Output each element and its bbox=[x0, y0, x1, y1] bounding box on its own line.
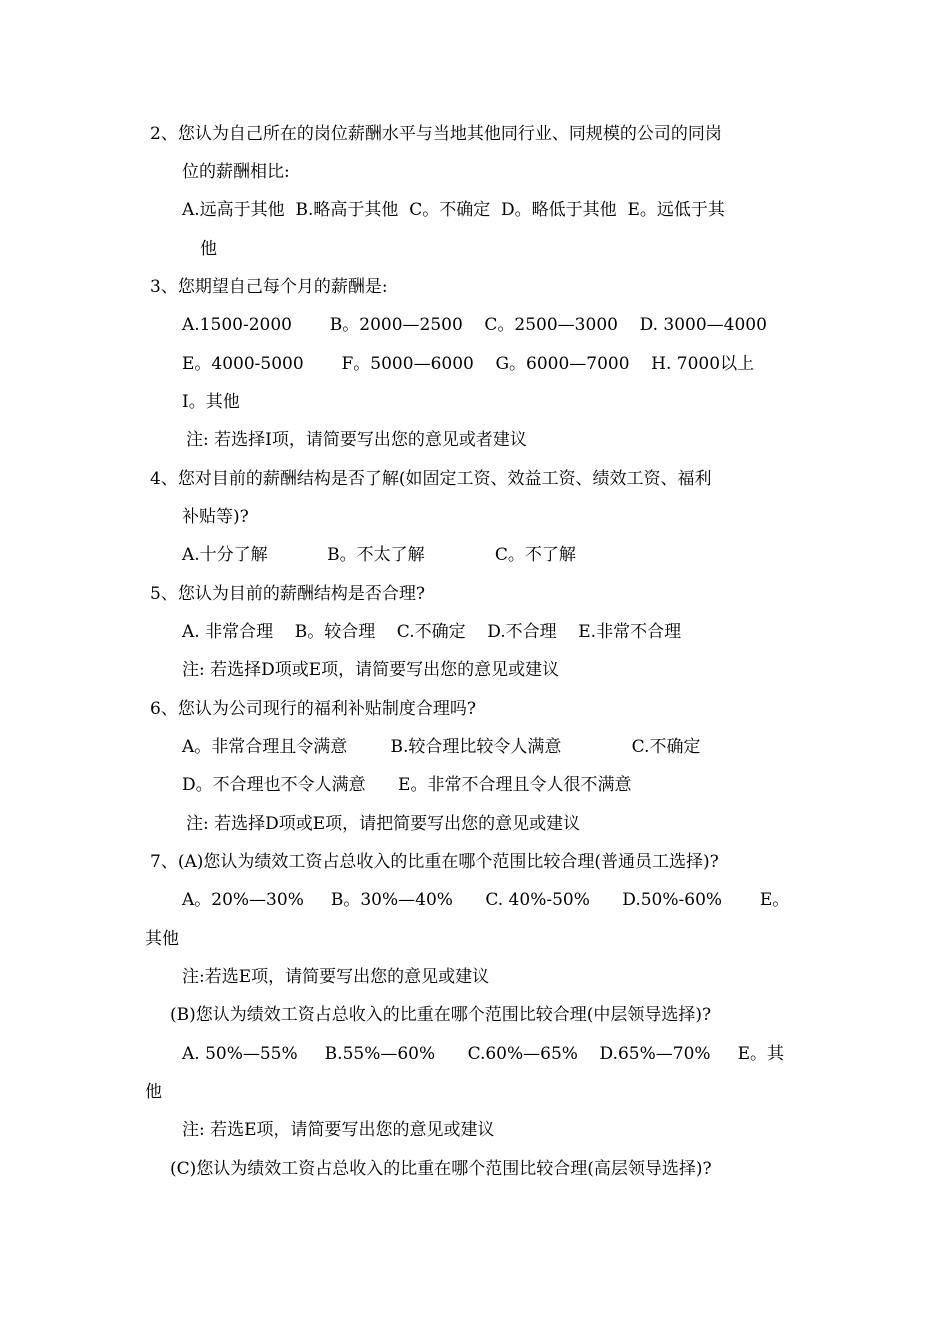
q7b-options-line2: 他 bbox=[145, 1082, 162, 1102]
q2-text-line2: 位的薪酬相比: bbox=[182, 162, 290, 182]
q6-note: 注: 若选择D项或E项，请把简要写出您的意见或建议 bbox=[186, 814, 581, 834]
q3-options-line1: A.1500-2000 B。2000—2500 C。2500—3000 D. 3000—4000 bbox=[182, 315, 767, 335]
q7a-options-line2: 其他 bbox=[145, 929, 179, 949]
q7b-note: 注: 若选E项，请简要写出您的意见或建议 bbox=[182, 1120, 495, 1140]
q7a-note: 注:若选E项，请简要写出您的意见或建议 bbox=[182, 967, 490, 987]
q6-options-line2: D。不合理也不令人满意 E。非常不合理且令人很不满意 bbox=[182, 775, 632, 795]
q7c-text: (C)您认为绩效工资占总收入的比重在哪个范围比较合理(高层领导选择)? bbox=[170, 1159, 712, 1179]
q4-text-line2: 补贴等)? bbox=[182, 507, 249, 527]
q5-options: A. 非常合理 B。较合理 C.不确定 D.不合理 E.非常不合理 bbox=[182, 622, 682, 642]
q7b-text: (B)您认为绩效工资占总收入的比重在哪个范围比较合理(中层领导选择)? bbox=[170, 1005, 712, 1025]
q3-options-line3: I。其他 bbox=[182, 392, 240, 412]
q4-text-line1: 4、您对目前的薪酬结构是否了解(如固定工资、效益工资、绩效工资、福利 bbox=[150, 469, 712, 489]
q7a-text: 7、(A)您认为绩效工资占总收入的比重在哪个范围比较合理(普通员工选择)? bbox=[150, 852, 719, 872]
q5-text: 5、您认为目前的薪酬结构是否合理? bbox=[150, 584, 425, 604]
q6-options-line1: A。非常合理且令满意 B.较合理比较令人满意 C.不确定 bbox=[182, 737, 701, 757]
q2-options-line2: 他 bbox=[200, 239, 217, 259]
q3-options-line2: E。4000-5000 F。5000—6000 G。6000—7000 H. 7000以上 bbox=[182, 354, 755, 374]
q5-note: 注: 若选择D项或E项，请简要写出您的意见或建议 bbox=[182, 660, 560, 680]
q3-note: 注: 若选择I项，请简要写出您的意见或者建议 bbox=[186, 430, 527, 450]
q2-text-line1: 2、您认为自己所在的岗位薪酬水平与当地其他同行业、同规模的公司的同岗 bbox=[150, 124, 722, 144]
q3-text: 3、您期望自己每个月的薪酬是: bbox=[150, 277, 388, 297]
q4-options: A.十分了解 B。不太了解 C。不了解 bbox=[182, 545, 576, 565]
q6-text: 6、您认为公司现行的福利补贴制度合理吗? bbox=[150, 699, 476, 719]
q7b-options-line1: A. 50%—55% B.55%—60% C.60%—65% D.65%—70% E。其 bbox=[182, 1044, 784, 1064]
q7a-options-line1: A。20%—30% B。30%—40% C. 40%-50% D.50%-60% E。 bbox=[182, 890, 790, 910]
q2-options-line1: A.远高于其他 B.略高于其他 C。不确定 D。略低于其他 E。远低于其 bbox=[182, 200, 725, 220]
